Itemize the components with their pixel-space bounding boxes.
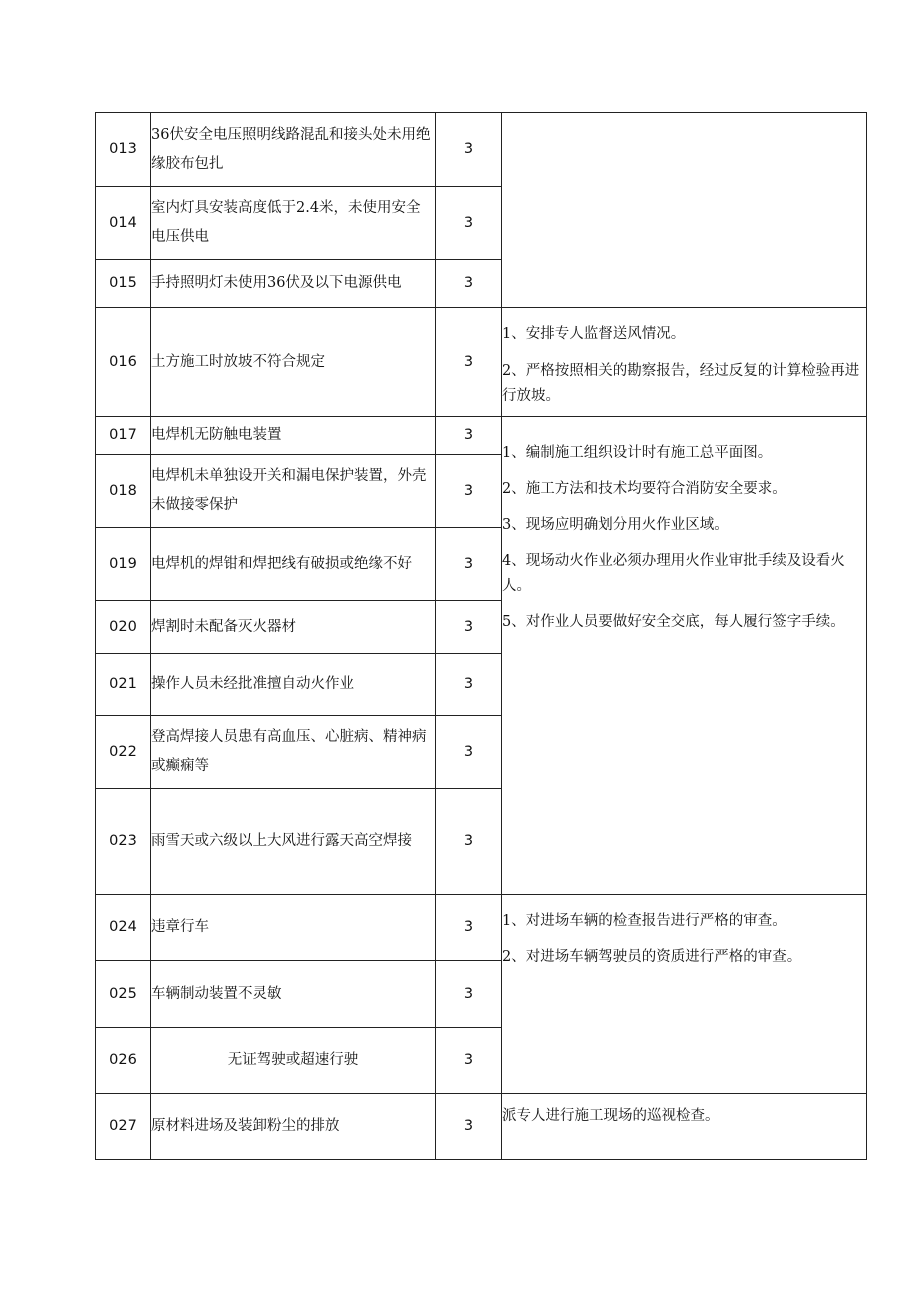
row-description: 雨雪天或六级以上大风进行露天高空焊接	[151, 789, 436, 895]
measure-item: 2、对进场车辆驾驶员的资质进行严格的审查。	[502, 949, 802, 965]
row-description: 电焊机的焊钳和焊把线有破损或绝缘不好	[151, 528, 436, 601]
row-score: 3	[436, 789, 502, 895]
row-description: 室内灯具安装高度低于2.4米，未使用安全电压供电	[151, 187, 436, 260]
row-code: 022	[96, 716, 151, 789]
row-score: 3	[436, 654, 502, 716]
row-description: 焊割时未配备灭火器材	[151, 601, 436, 654]
row-score: 3	[436, 308, 502, 417]
measure-cell	[502, 1094, 867, 1160]
row-description: 登高焊接人员患有高血压、心脏病、精神病或癫痫等	[151, 716, 436, 789]
row-code: 015	[96, 260, 151, 308]
measure-item: 3、现场应明确划分用火作业区域。	[502, 517, 729, 533]
row-code: 017	[96, 417, 151, 455]
row-score: 3	[436, 417, 502, 455]
row-code: 013	[96, 113, 151, 187]
table-row	[96, 113, 867, 187]
row-code: 021	[96, 654, 151, 716]
table-row	[96, 895, 867, 961]
row-code: 018	[96, 455, 151, 528]
row-code: 024	[96, 895, 151, 961]
row-code: 026	[96, 1028, 151, 1094]
row-score: 3	[436, 260, 502, 308]
row-score: 3	[436, 961, 502, 1028]
hazard-table	[95, 112, 867, 1160]
measure-cell	[502, 417, 867, 895]
row-description: 36伏安全电压照明线路混乱和接头处未用绝缘胶布包扎	[151, 113, 436, 187]
row-code: 025	[96, 961, 151, 1028]
row-score: 3	[436, 113, 502, 187]
row-description: 违章行车	[151, 895, 436, 961]
row-description: 手持照明灯未使用36伏及以下电源供电	[151, 260, 436, 308]
row-description: 电焊机无防触电装置	[151, 417, 436, 455]
row-score: 3	[436, 716, 502, 789]
table-row	[96, 308, 867, 417]
row-score: 3	[436, 528, 502, 601]
measure-item: 2、严格按照相关的勘察报告，经过反复的计算检验再进行放坡。	[502, 363, 860, 404]
row-code: 020	[96, 601, 151, 654]
row-description: 土方施工时放坡不符合规定	[151, 308, 436, 417]
row-score: 3	[436, 1094, 502, 1160]
measure-cell	[502, 308, 867, 417]
table-row	[96, 1094, 867, 1160]
row-score: 3	[436, 601, 502, 654]
row-code: 014	[96, 187, 151, 260]
row-description: 车辆制动装置不灵敏	[151, 961, 436, 1028]
measure-item: 2、施工方法和技术均要符合消防安全要求。	[502, 481, 787, 497]
row-score: 3	[436, 1028, 502, 1094]
measure-item: 5、对作业人员要做好安全交底，每人履行签字手续。	[502, 614, 845, 630]
row-score: 3	[436, 455, 502, 528]
measure-item: 1、对进场车辆的检查报告进行严格的审查。	[502, 913, 787, 929]
row-description: 操作人员未经批准擅自动火作业	[151, 654, 436, 716]
row-score: 3	[436, 895, 502, 961]
table-row	[96, 417, 867, 455]
measure-item: 1、编制施工组织设计时有施工总平面图。	[502, 445, 773, 461]
row-description: 无证驾驶或超速行驶	[151, 1028, 436, 1094]
row-score: 3	[436, 187, 502, 260]
row-description: 电焊机未单独设开关和漏电保护装置，外壳未做接零保护	[151, 455, 436, 528]
row-code: 027	[96, 1094, 151, 1160]
row-code: 016	[96, 308, 151, 417]
row-code: 019	[96, 528, 151, 601]
measure-item: 派专人进行施工现场的巡视检查。	[502, 1108, 720, 1124]
measure-item: 1、安排专人监督送风情况。	[502, 326, 686, 342]
row-description: 原材料进场及装卸粉尘的排放	[151, 1094, 436, 1160]
measure-item: 4、现场动火作业必须办理用火作业审批手续及设看火人。	[502, 553, 845, 594]
measure-cell-empty	[502, 113, 867, 308]
measure-cell	[502, 895, 867, 1094]
row-code: 023	[96, 789, 151, 895]
